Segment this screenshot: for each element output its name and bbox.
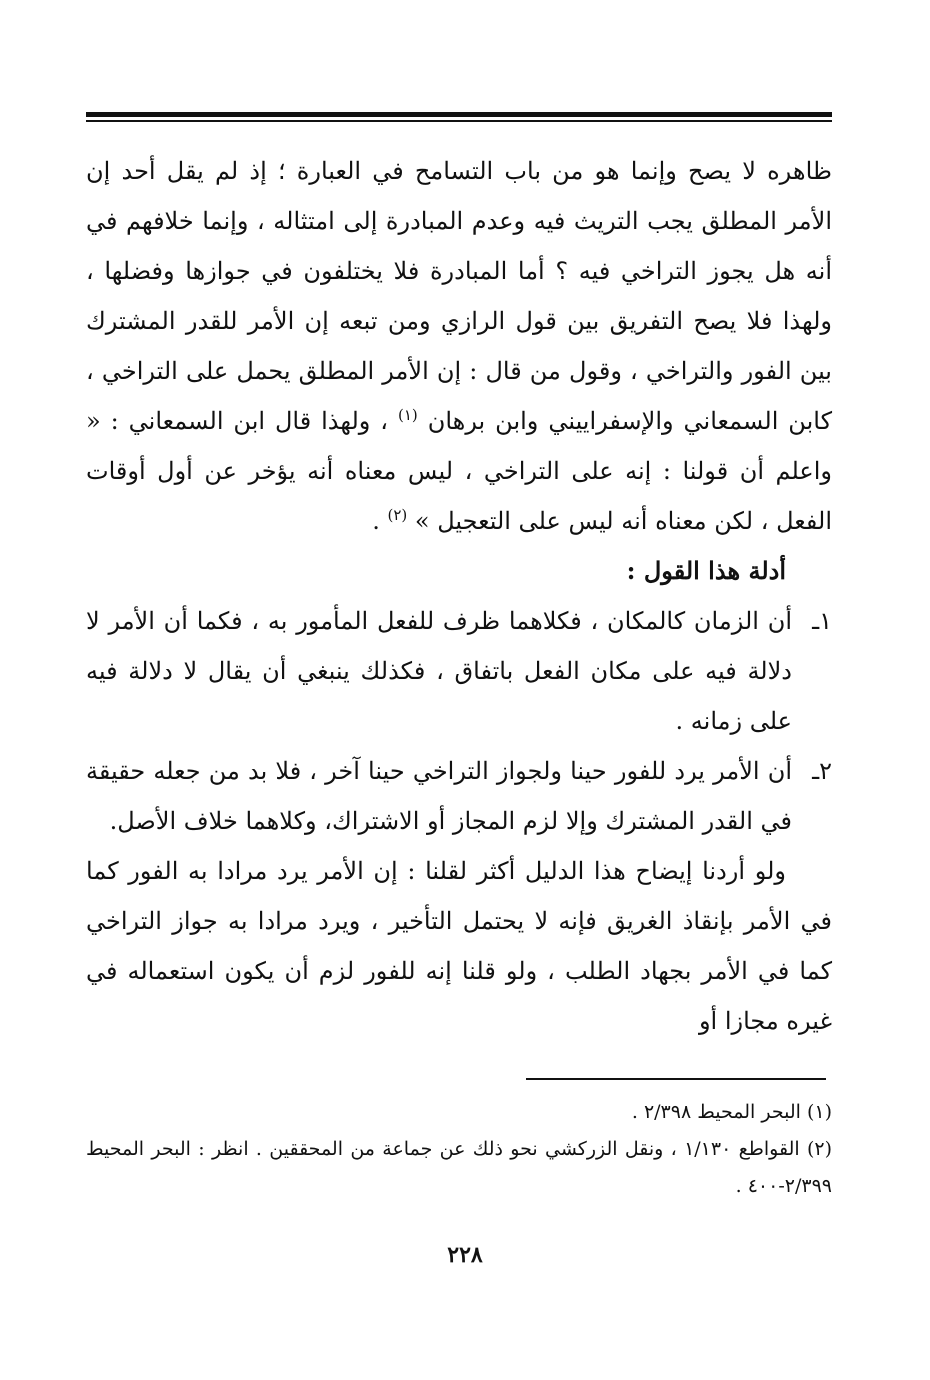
main-text [86, 146, 832, 1046]
footnote-2: (٢) القواطع ١/١٣٠ ، ونقل الزركشي نحو ذلك عن جماعة من المحققين . انظر : البحر المحيط ٢/٣٩٩-٤٠٠ . [86, 1138, 832, 1197]
footnote-ref-2[interactable]: (٢) [387, 506, 408, 524]
list-item-2-text: أن الأمر يرد للفور حينا ولجواز التراخي حينا آخر ، فلا بد من جعله حقيقة في القدر المشترك وإلا لزم المجاز أو الاشتراك، وكلاهما خلاف الأصل. [86, 757, 792, 835]
footnotes [86, 1094, 832, 1205]
list-item-1 [86, 596, 832, 746]
paragraph-1-continuation: ، ولهذا قال ابن السمعاني : « واعلم أن قولنا : إنه على التراخي ، ليس معناه أنه يؤخر عن أول أوقات الفعل ، لكن معناه أنه ليس على التعجيل » [86, 407, 832, 535]
header-rule-thin [86, 120, 832, 122]
section-heading: أدلة هذا القول : [626, 556, 786, 585]
footnote-1: (١) البحر المحيط ٢/٣٩٨ . [631, 1101, 832, 1123]
list-item-2 [86, 746, 832, 846]
paragraph-1-end: . [372, 507, 388, 535]
paragraph-1-text: ظاهره لا يصح وإنما هو من باب التسامح في العبارة ؛ إذ لم يقل أحد إن الأمر المطلق يجب التريث فيه وعدم المبادرة إلى امتثاله ، وإنما خلافهم في أنه هل يجوز التراخي فيه ؟ أما المبادرة فلا يختلفون في جوازها وفضلها ، ولهذا فلا يصح التفريق بين قول الرازي ومن تبعه إن الأمر للقدر المشترك بين الفور والتراخي ، وقول من قال : إن الأمر المطلق يحمل على التراخي ، كابن السمعاني والإسفراييني وابن برهان [86, 157, 832, 435]
footnote-separator [526, 1078, 826, 1080]
list-item-1-text: أن الزمان كالمكان ، فكلاهما ظرف للفعل المأمور به ، فكما أن الأمر لا دلالة فيه على مكان الفعل باتفاق ، فكذلك ينبغي أن يقال لا دلالة فيه على زمانه . [86, 607, 793, 735]
header-rule-thick [86, 112, 832, 117]
page-number: ٢٢٨ [447, 1242, 483, 1268]
list-item-2-number: ٢ـ [812, 757, 832, 785]
paragraph-1 [86, 146, 832, 546]
paragraph-2: ولو أردنا إيضاح هذا الدليل أكثر لقلنا : إن الأمر يرد مرادا به الفور كما في الأمر بإنقاذ الغريق فإنه لا يحتمل التأخير ، ويرد مرادا به جواز التراخي كما في الأمر بجهاد الطلب ، ولو قلنا إنه للفور لزم أن يكون استعماله في غيره مجازا أو [86, 857, 832, 1035]
list-item-1-number: ١ـ [812, 607, 832, 635]
footnote-ref-1[interactable]: (١) [398, 406, 418, 424]
